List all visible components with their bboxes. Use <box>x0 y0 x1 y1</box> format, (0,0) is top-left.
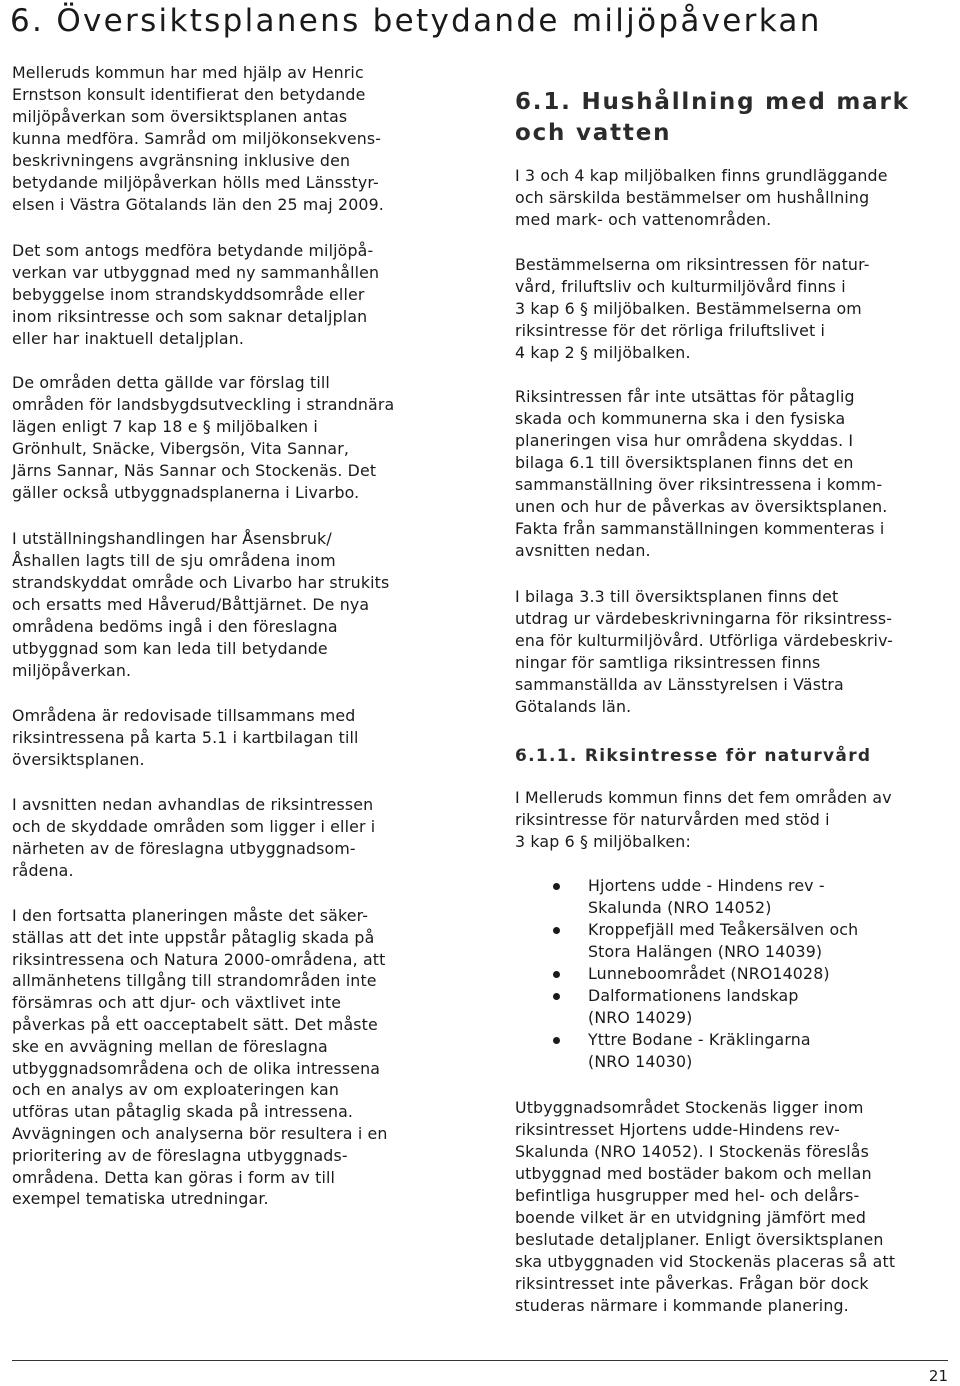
national-interest-protection-paragraph: Riksintressen får inte utsättas för påtaglig skada och kommunerna ska i den fysiska planeringen visa hur områdena skyddas. I bilaga 6.1 till översiktsplanen finns det en sammanställning över riksintressena i komm- unen och hur de påverkas av översiktsplanen. Fakta från sammanställningen kommenteras i avsnitten nedan. <box>515 387 888 560</box>
appendix-3-3-paragraph: I bilaga 3.3 till översiktsplanen finns det utdrag ur värdebeskrivningarna för riksintress- ena för kulturmiljövård. Utförliga värdebeskriv- ningar för samtliga riksintressen finns sammanställda av Länsstyrelsen i Västra Götalands län. <box>515 587 894 716</box>
exhibition-changes-paragraph: I utställningshandlingen har Åsensbruk/ Åshallen lagts till de sju områdena inom strandskyddat område och Livarbo har strukits och ersatts med Håverud/Båttjärnet. De nya områdena bedöms ingå i den föreslagna utbyggnad som kan leda till betydande miljöpåverkan. <box>12 529 390 680</box>
further-planning-paragraph: I den fortsatta planeringen måste det säker- ställas att det inte uppstår påtaglig skada på riksintressena och Natura 2000-områdena, att allmänhetens tillgång till strandområden inte försämras och att djur- och växtlivet inte påverkas på ett oacceptabelt sätt. Det måste ske en avvägning mellan de föreslagna utbyggnadsområdena och de olika intressena och en analys av om exploateringen kan utföras utan påtaglig skada på intressena. Avvägningen och analyserna bör resultera i en prioritering av de föreslagna utbyggnads- områdena. Detta kan göras i form av till exempel tematiska utredningar. <box>12 906 388 1209</box>
page-title: 6. Översiktsplanens betydande miljöpåverkan <box>10 3 822 39</box>
bullet-icon <box>553 883 560 890</box>
footer-divider <box>12 1360 948 1361</box>
bullet-icon <box>553 971 560 978</box>
bullet-icon <box>553 993 560 1000</box>
list-item: Lunneboområdet (NRO14028) <box>515 963 955 985</box>
affected-areas-paragraph: De områden detta gällde var förslag till områden för landsbygdsutveckling i strandnära lägen enligt 7 kap 18 e § miljöbalken i Grönhult, Snäcke, Vibergsön, Vita Sannar, Järns Sannar, Näs Sannar och Stockenäs. Det gäller också utbyggnadsplanerna i Livarbo. <box>12 373 395 502</box>
national-interest-rules-paragraph: Bestämmelserna om riksintressen för natur- vård, friluftsliv och kulturmiljövård finns i 3 kap 6 § miljöbalken. Bestämmelserna om riksintresse för det rörliga friluftslivet i 4 kap 2 § miljöbalken. <box>515 255 870 362</box>
nature-areas-intro: I Melleruds kommun finns det fem områden av riksintresse för naturvården med stöd i 3 kap 6 § miljöbalken: <box>515 788 892 851</box>
list-item: Kroppefjäll med Teåkersälven och Stora Halängen (NRO 14039) <box>515 919 955 963</box>
nature-areas-list <box>515 875 955 1073</box>
sections-overview-paragraph: I avsnitten nedan avhandlas de riksintressen och de skyddade områden som ligger i eller i närheten av de föreslagna utbyggnadsom- rådena. <box>12 795 376 880</box>
land-water-paragraph: I 3 och 4 kap miljöbalken finns grundläggande och särskilda bestämmelser om hushållning med mark- och vattenområden. <box>515 166 888 229</box>
impact-definition-paragraph: Det som antogs medföra betydande miljöpå- verkan var utbyggnad med ny sammanhållen bebyggelse inom strandskyddsområde eller inom riksintresse och som saknar detaljplan eller har inaktuell detaljplan. <box>12 241 380 348</box>
list-item: Dalformationens landskap (NRO 14029) <box>515 985 955 1029</box>
section-heading-6-1: 6.1. Hushållning med mark och vatten <box>515 89 910 146</box>
bullet-icon <box>553 1037 560 1044</box>
map-reference-paragraph: Områdena är redovisade tillsammans med riksintressena på karta 5.1 i kartbilagan till översiktsplanen. <box>12 706 359 769</box>
intro-paragraph: Melleruds kommun har med hjälp av Henric Ernstson konsult identifierat den betydande miljöpåverkan som översiktsplanen antas kunna medföra. Samråd om miljökonsekvens- beskrivningens avgränsning inklusive den betydande miljöpåverkan hölls med Länsstyr- elsen i Västra Götalands län den 25 maj 2009. <box>12 63 384 214</box>
list-item: Yttre Bodane - Kräklingarna (NRO 14030) <box>515 1029 955 1073</box>
page-number: 21 <box>928 1367 948 1385</box>
bullet-icon <box>553 927 560 934</box>
subsection-heading-6-1-1: 6.1.1. Riksintresse för naturvård <box>515 746 872 766</box>
stockenas-paragraph: Utbyggnadsområdet Stockenäs ligger inom riksintresset Hjortens udde-Hindens rev- Skalunda (NRO 14052). I Stockenäs föreslås utbyggnad med bostäder bakom och mellan befintliga husgrupper med hel- och delårs- boende vilket är en utvidgning jämfört med beslutade detaljplaner. Enligt översiktsplanen ska utbyggnaden vid Stockenäs placeras så att riksintresset inte påverkas. Frågan bör dock studeras närmare i kommande planering. <box>515 1098 896 1315</box>
list-item: Hjortens udde - Hindens rev - Skalunda (NRO 14052) <box>515 875 955 919</box>
